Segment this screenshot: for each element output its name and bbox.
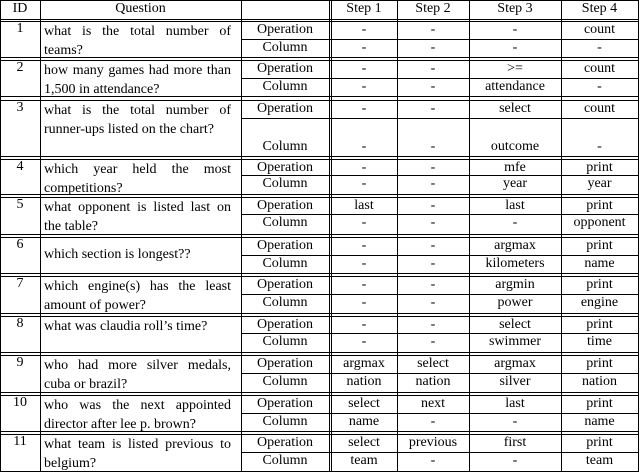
table-vertical-rule-1 <box>40 0 41 472</box>
operation-step-1: argmax <box>343 356 385 371</box>
row-label-column: Column <box>262 256 308 271</box>
column-step-1: name <box>348 414 380 429</box>
operation-step-2: - <box>430 317 436 332</box>
row-label-column: Column <box>262 374 308 389</box>
column-step-3: swimmer <box>488 334 542 349</box>
column-step-3: - <box>512 215 518 230</box>
operation-step-4: print <box>586 277 613 292</box>
column-step-2: - <box>430 295 436 310</box>
column-step-1: - <box>361 176 367 191</box>
row-label-operation: Operation <box>257 317 313 332</box>
row-bottom-rule <box>0 273 638 274</box>
column-step-4: time <box>587 334 612 349</box>
table-vertical-rule-3 <box>329 0 330 472</box>
column-step-2: - <box>430 79 436 94</box>
row-bottom-rule <box>0 156 638 157</box>
row-id: 10 <box>13 395 27 410</box>
column-step-2: - <box>430 40 436 55</box>
row-label-operation: Operation <box>257 396 313 411</box>
row-label-operation: Operation <box>257 101 313 116</box>
operation-step-2: - <box>430 101 436 116</box>
column-step-2: - <box>430 334 436 349</box>
header-step-3: Step 3 <box>497 1 533 16</box>
operation-step-2: - <box>430 160 436 175</box>
column-step-1: - <box>361 256 367 271</box>
header-id: ID <box>12 1 28 16</box>
header-bottom-rule <box>0 19 638 20</box>
operation-step-4: print <box>586 238 613 253</box>
column-step-4: name <box>584 256 615 271</box>
row-question: what is the total number of teams? <box>44 24 231 58</box>
row-label-column: Column <box>262 414 308 429</box>
operation-step-1: - <box>361 160 367 175</box>
row-question: what team is listed previous to belgium? <box>44 437 231 471</box>
column-step-3: outcome <box>490 139 540 154</box>
operation-step-1: - <box>361 317 367 332</box>
row-id: 7 <box>16 276 24 291</box>
operation-step-4: count <box>583 22 616 37</box>
row-id: 11 <box>13 434 27 449</box>
row-id: 9 <box>16 355 24 370</box>
row-label-column: Column <box>262 176 308 191</box>
column-step-2: - <box>430 215 436 230</box>
row-id: 5 <box>16 197 24 212</box>
column-step-4: - <box>597 79 602 94</box>
operation-step-1: - <box>361 277 367 292</box>
operation-step-3: mfe <box>504 160 526 175</box>
column-step-4: year <box>587 176 612 191</box>
row-id: 4 <box>16 159 24 174</box>
row-question: how many games had more than 1,500 in attendance? <box>44 63 231 97</box>
row-label-operation: Operation <box>257 277 313 292</box>
operation-step-1: select <box>348 435 380 450</box>
row-label-operation: Operation <box>257 238 313 253</box>
row-question: who was the next appointed director after lee p. brown? <box>44 398 231 432</box>
header-step-4: Step 4 <box>581 1 618 16</box>
row-question: who had more silver medals, cuba or brazil? <box>44 358 231 392</box>
column-step-1: - <box>361 40 367 55</box>
column-step-3: - <box>512 414 518 429</box>
operation-step-3: first <box>503 435 527 450</box>
operation-step-4: print <box>586 198 613 213</box>
column-step-4: team <box>585 453 614 468</box>
column-step-1: - <box>361 334 367 349</box>
row-label-column: Column <box>262 40 308 55</box>
row-label-column: Column <box>262 295 308 310</box>
row-id: 2 <box>16 60 24 75</box>
operation-step-3: argmax <box>494 238 536 253</box>
operation-step-2: - <box>430 277 436 292</box>
operation-step-3: argmax <box>494 356 536 371</box>
row-id: 6 <box>16 237 24 252</box>
column-step-3: power <box>497 295 533 310</box>
operation-step-2: - <box>430 22 436 37</box>
operation-step-3: select <box>499 101 531 116</box>
column-step-2: - <box>430 139 436 154</box>
column-step-2: - <box>430 453 436 468</box>
column-step-3: year <box>502 176 528 191</box>
row-question: which section is longest?? <box>44 247 191 262</box>
row-label-operation: Operation <box>257 22 313 37</box>
table-vertical-rule-8 <box>638 0 639 472</box>
column-step-4: name <box>584 414 615 429</box>
column-step-4: opponent <box>573 215 626 230</box>
row-sub-rule <box>241 118 638 119</box>
column-step-4: - <box>597 40 602 55</box>
operation-step-4: print <box>586 396 613 411</box>
header-step-1: Step 1 <box>346 1 382 16</box>
operation-step-3: argmin <box>495 277 535 292</box>
operation-step-4: print <box>586 317 613 332</box>
row-label-column: Column <box>262 453 308 468</box>
row-question: which year held the most competitions? <box>44 162 231 196</box>
row-label-column: Column <box>262 79 308 94</box>
column-step-4: engine <box>580 295 619 310</box>
operation-step-1: select <box>348 396 380 411</box>
column-step-3: - <box>512 40 518 55</box>
row-id: 8 <box>16 316 24 331</box>
column-step-1: - <box>361 215 367 230</box>
column-step-4: - <box>597 139 602 154</box>
operation-step-2: select <box>417 356 449 371</box>
operation-step-3: - <box>512 22 518 37</box>
operation-step-3: last <box>505 396 525 411</box>
column-step-4: nation <box>582 374 617 389</box>
operation-step-3: last <box>505 198 525 213</box>
row-label-operation: Operation <box>257 160 313 175</box>
row-question: what opponent is listed last on the table? <box>44 200 231 234</box>
column-step-1: nation <box>346 374 382 389</box>
row-label-operation: Operation <box>257 198 313 213</box>
row-label-operation: Operation <box>257 435 313 450</box>
column-step-1: team <box>350 453 378 468</box>
column-step-2: - <box>430 414 436 429</box>
row-label-operation: Operation <box>257 356 313 371</box>
operation-step-4: print <box>586 160 613 175</box>
operation-step-1: - <box>361 101 367 116</box>
column-step-1: - <box>361 79 367 94</box>
operation-step-2: - <box>430 238 436 253</box>
column-step-2: nation <box>415 374 451 389</box>
row-bottom-rule <box>0 352 638 353</box>
operation-step-3: select <box>499 317 531 332</box>
operation-step-1: - <box>361 238 367 253</box>
column-step-3: kilometers <box>485 256 545 271</box>
header-question: Question <box>115 1 166 16</box>
column-step-2: - <box>430 256 436 271</box>
operation-step-4: count <box>583 61 616 76</box>
row-label-operation: Operation <box>257 61 313 76</box>
column-step-3: silver <box>499 374 531 389</box>
operation-step-2: next <box>420 396 446 411</box>
operation-step-2: previous <box>408 435 458 450</box>
row-question: which engine(s) has the least amount of power? <box>44 279 231 313</box>
row-label-column: Column <box>262 139 308 154</box>
row-question: what is the total number of runner-ups listed on the chart? <box>44 103 231 137</box>
column-step-1: - <box>361 139 367 154</box>
row-label-column: Column <box>262 215 308 230</box>
row-id: 1 <box>16 21 24 36</box>
row-question: what was claudia roll’s time? <box>44 319 208 334</box>
column-step-2: - <box>430 176 436 191</box>
row-id: 3 <box>16 100 24 115</box>
operation-step-2: - <box>430 198 436 213</box>
header-step-2: Step 2 <box>415 1 451 16</box>
operation-step-2: - <box>430 61 436 76</box>
column-step-3: - <box>512 453 518 468</box>
operation-step-1: - <box>361 61 367 76</box>
row-label-column: Column <box>262 334 308 349</box>
operation-step-1: - <box>361 22 367 37</box>
operation-step-4: count <box>583 101 616 116</box>
operation-step-3: >= <box>507 61 523 76</box>
operation-step-1: last <box>354 198 374 213</box>
operation-step-4: print <box>586 356 613 371</box>
column-step-1: - <box>361 295 367 310</box>
column-step-3: attendance <box>485 79 545 94</box>
operation-step-4: print <box>586 435 613 450</box>
